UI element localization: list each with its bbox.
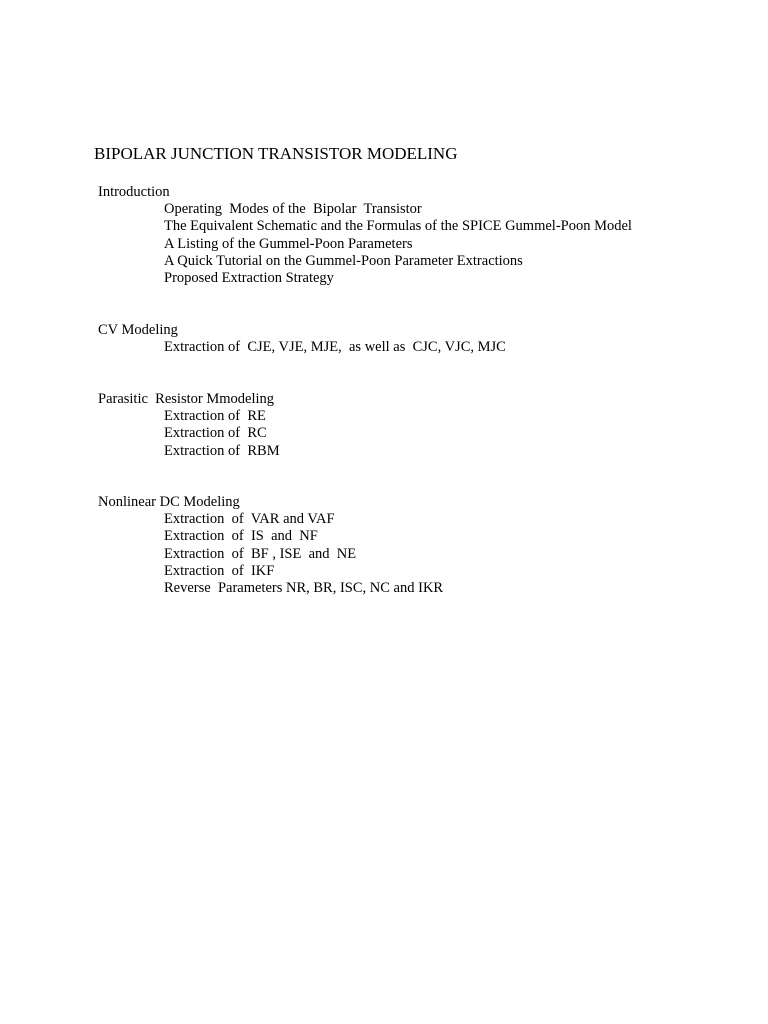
section-item-list [98,201,632,287]
section-introduction [98,184,632,287]
section-item-list [98,408,280,460]
section-cv-modeling [98,322,506,356]
list-item: Extraction of IS and NF [164,528,318,545]
list-item: Extraction of RC [164,425,267,442]
section-item-list [98,339,506,356]
section-heading: Introduction [98,184,170,200]
list-item: A Listing of the Gummel-Poon Parameters [164,235,413,252]
list-item: Extraction of BF , ISE and NE [164,545,357,562]
section-heading: Parasitic Resistor Mmodeling [98,391,274,407]
section-heading: CV Modeling [98,322,178,338]
section-parasitic-resistor-modeling [98,391,280,460]
section-item-list [98,511,443,597]
section-nonlinear-dc-modeling [98,494,443,597]
list-item: Extraction of RBM [164,442,280,459]
list-item: Extraction of IKF [164,562,275,579]
list-item: Extraction of CJE, VJE, MJE, as well as CJC, VJC, MJC [164,339,506,356]
list-item: Reverse Parameters NR, BR, ISC, NC and IKR [164,580,444,597]
list-item: Operating Modes of the Bipolar Transistor [164,201,422,218]
list-item: Extraction of VAR and VAF [164,511,335,528]
page-title: BIPOLAR JUNCTION TRANSISTOR MODELING [94,144,458,163]
list-item: Extraction of RE [164,408,266,425]
list-item: A Quick Tutorial on the Gummel-Poon Parameter Extractions [164,252,523,269]
list-item: The Equivalent Schematic and the Formulas of the SPICE Gummel-Poon Model [164,218,632,235]
section-heading: Nonlinear DC Modeling [98,494,240,510]
list-item: Proposed Extraction Strategy [164,270,334,287]
